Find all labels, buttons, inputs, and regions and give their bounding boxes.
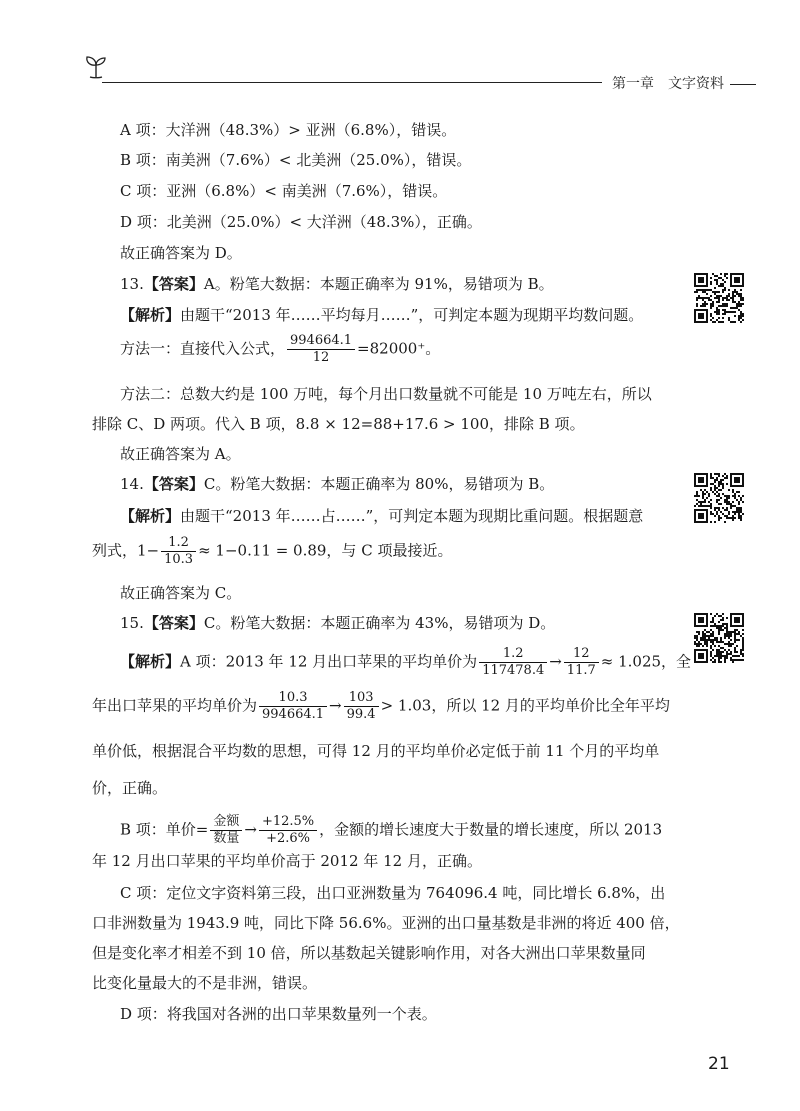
fraction-numerator: 12: [564, 646, 599, 663]
arrow: →: [549, 652, 562, 671]
fraction-denominator: 12: [312, 350, 330, 365]
fraction-denominator: 10.3: [164, 552, 194, 567]
q15-option-b-line-1: [120, 814, 662, 847]
qr-code-graphic: [694, 473, 744, 523]
q15-answer-line: [120, 613, 555, 633]
analysis-text: 由题干“2013 年……平均每月……”，可判定本题为现期平均数问题。: [180, 306, 644, 324]
q14-analysis-line: [120, 506, 643, 526]
analysis-tag: 【解析】: [120, 507, 181, 525]
option-b-line: B 项：南美洲（7.6%）< 北美洲（25.0%），错误。: [120, 151, 472, 169]
equation-suffix: ≈ 1−0.11 = 0.89，与 C 项最接近。: [198, 541, 453, 560]
fraction-numerator: 1.2: [161, 535, 196, 552]
fraction-4: [344, 690, 379, 723]
option-a-suffix: ≈ 1.025，全: [600, 652, 692, 671]
q14-equation-line: [92, 535, 452, 568]
option-c-line: C 项：亚洲（6.8%）< 南美洲（7.6%），错误。: [120, 182, 448, 200]
qr-code-icon[interactable]: [694, 473, 744, 523]
analysis-text: 由题干“2013 年……占……”，可判定本题为现期比重问题。根据题意: [180, 507, 644, 525]
qr-code-icon[interactable]: [694, 273, 744, 323]
method-one-line: [120, 333, 440, 366]
q13-analysis-line: [120, 305, 643, 325]
header-rule: [102, 82, 602, 83]
question-number: 14.: [120, 475, 144, 493]
q15-option-a-line-1: [120, 646, 691, 679]
q15-option-c-line-4: 比变化量最大的不是非洲，错误。: [92, 974, 318, 992]
analysis-tag: 【解析】: [120, 306, 181, 324]
q14-answer-line: [120, 474, 554, 494]
method-one-result: =82000⁺。: [357, 339, 441, 358]
fraction-growth-rates: [259, 814, 317, 847]
answer-conclusion: 故正确答案为 D。: [120, 244, 242, 262]
q15-option-c-line-2: 口非洲数量为 1943.9 吨，同比下降 56.6%。亚洲的出口量基数是非洲的将近 400 倍，: [92, 914, 680, 932]
answer-text: C。粉笔大数据：本题正确率为 80%，易错项为 B。: [203, 475, 555, 493]
fraction-denominator: 数量: [213, 831, 240, 846]
answer-tag: 【答案】: [143, 475, 204, 493]
option-b-suffix: ，金额的增长速度大于数量的增长速度，所以 2013: [319, 820, 663, 839]
line-prefix: 年出口苹果的平均单价为: [92, 696, 258, 715]
fraction-denominator: 117478.4: [482, 663, 545, 678]
question-number: 13.: [120, 275, 144, 293]
fraction-numerator: 103: [344, 690, 379, 707]
section-label: 文字资料: [668, 76, 724, 92]
q15-option-a-line-4: 价，正确。: [92, 779, 168, 797]
qr-code-graphic: [694, 613, 744, 663]
line-suffix: > 1.03，所以 12 月的平均单价比全年平均: [380, 696, 670, 715]
equation-fraction: [161, 535, 196, 568]
option-b-prefix: B 项：单价=: [120, 820, 209, 839]
qr-code-icon[interactable]: [694, 613, 744, 663]
q14-conclusion: 故正确答案为 C。: [120, 584, 242, 602]
formula-fraction: [287, 333, 355, 366]
chapter-label: 第一章: [612, 76, 654, 92]
answer-text: A。粉笔大数据：本题正确率为 91%，易错项为 B。: [203, 275, 554, 293]
fraction-numerator: 994664.1: [287, 333, 355, 350]
analysis-tag: 【解析】: [120, 652, 181, 671]
q13-conclusion: 故正确答案为 A。: [120, 445, 241, 463]
option-d-line: D 项：北美洲（25.0%）< 大洋洲（48.3%），正确。: [120, 213, 482, 231]
running-head: [612, 73, 792, 95]
fraction-denominator: 99.4: [346, 707, 376, 722]
option-a-prefix: A 项：2013 年 12 月出口苹果的平均单价为: [180, 652, 478, 671]
method-one-prefix: 方法一：直接代入公式，: [120, 339, 286, 358]
q15-option-b-line-2: 年 12 月出口苹果的平均单价高于 2012 年 12 月，正确。: [92, 852, 482, 870]
q13-answer-line: [120, 274, 554, 294]
method-two-line-2: 排除 C、D 两项。代入 B 项，8.8 × 12=88+17.6 > 100，排除 B 项。: [92, 415, 585, 433]
fraction-denominator: 11.7: [566, 663, 596, 678]
fraction-2: [564, 646, 599, 679]
answer-tag: 【答案】: [143, 275, 204, 293]
fraction-3: [259, 690, 327, 723]
arrow: →: [329, 696, 342, 715]
q15-option-c-line-1: C 项：定位文字资料第三段，出口亚洲数量为 764096.4 吨，同比增长 6.8%，出: [120, 884, 666, 902]
fraction-numerator: +12.5%: [259, 814, 317, 831]
fraction-numerator: 10.3: [259, 690, 327, 707]
page-number: 21: [708, 1054, 730, 1074]
fraction-amount-quantity: [210, 814, 242, 847]
fraction-numerator: 金额: [210, 814, 242, 831]
sprout-logo-icon: [84, 54, 108, 80]
fraction-denominator: +2.6%: [266, 831, 311, 846]
method-two-line-1: 方法二：总数大约是 100 万吨，每个月出口数量就不可能是 10 万吨左右，所以: [120, 385, 652, 403]
option-a-line: A 项：大洋洲（48.3%）> 亚洲（6.8%），错误。: [120, 121, 457, 139]
arrow: →: [244, 820, 257, 839]
fraction-denominator: 994664.1: [262, 707, 325, 722]
answer-tag: 【答案】: [143, 614, 204, 632]
answer-text: C。粉笔大数据：本题正确率为 43%，易错项为 D。: [203, 614, 556, 632]
q15-option-a-line-3: 单价低，根据混合平均数的思想，可得 12 月的平均单价必定低于前 11 个月的平均单: [92, 742, 660, 760]
fraction-numerator: 1.2: [479, 646, 547, 663]
q15-option-a-line-2: [92, 690, 670, 723]
qr-code-graphic: [694, 273, 744, 323]
q15-option-d-line: D 项：将我国对各洲的出口苹果数量列一个表。: [120, 1005, 437, 1023]
question-number: 15.: [120, 614, 144, 632]
q15-option-c-line-3: 但是变化率才相差不到 10 倍，所以基数起关键影响作用，对各大洲出口苹果数量同: [92, 944, 646, 962]
equation-prefix: 列式，1−: [92, 541, 160, 560]
fraction-1: [479, 646, 547, 679]
